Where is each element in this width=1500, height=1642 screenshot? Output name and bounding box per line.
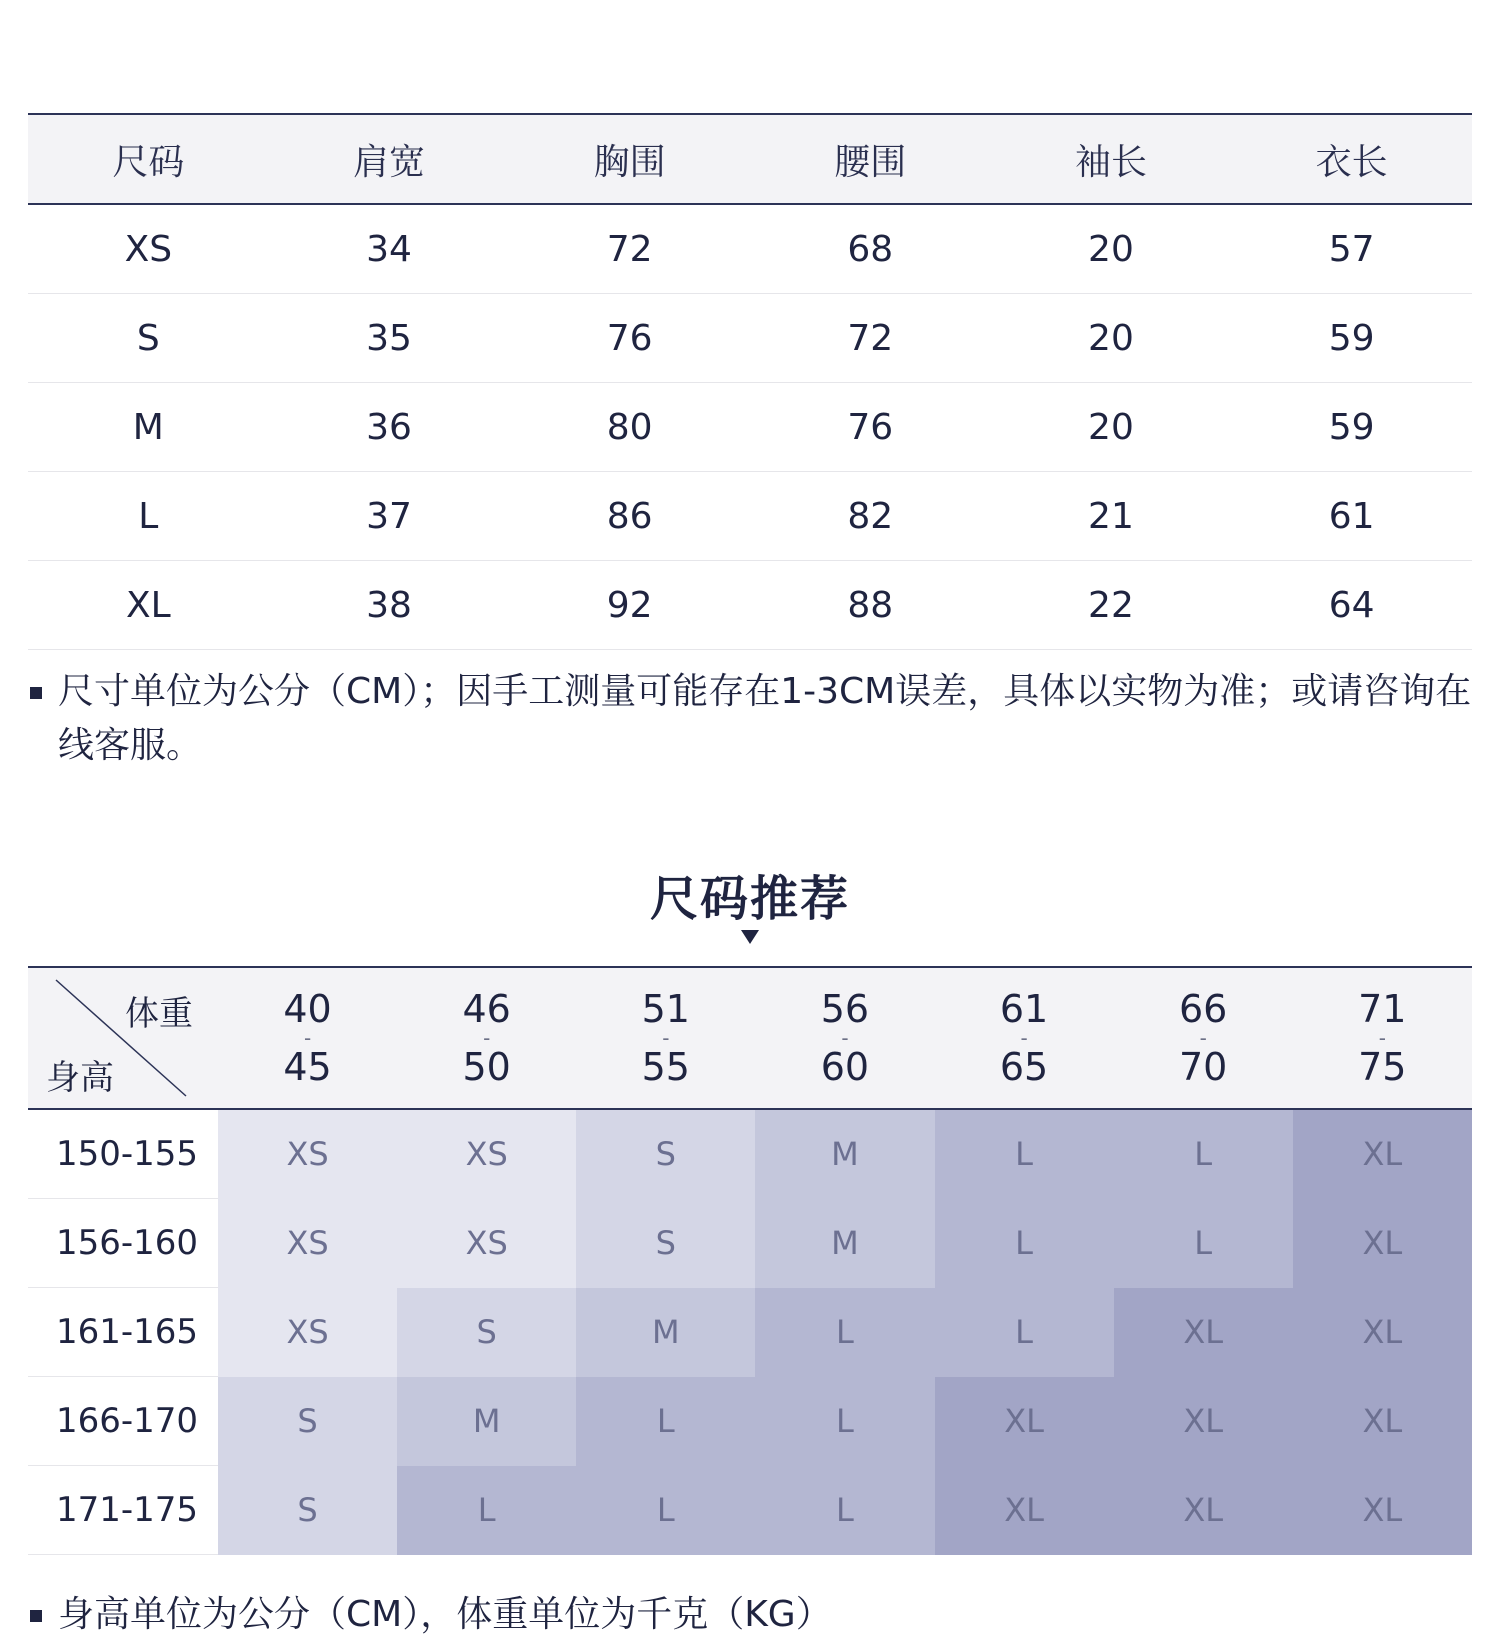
weight-range-header <box>397 968 576 1108</box>
weight-range-sep: - <box>1020 1026 1028 1050</box>
header-length: 衣长 <box>1315 141 1388 183</box>
weight-range-sep: - <box>662 1026 670 1050</box>
size-cell: L <box>935 1199 1114 1289</box>
weight-range-from: 71 <box>1358 987 1407 1031</box>
height-range-cell: 166-170 <box>28 1377 218 1466</box>
weight-range-sep: - <box>1378 1026 1386 1050</box>
size-cell: XL <box>1293 1110 1472 1200</box>
size-table <box>28 113 1472 650</box>
size-cell: XL <box>1293 1377 1472 1467</box>
table-cell: 57 <box>1328 228 1375 270</box>
table-cell: 86 <box>606 495 653 537</box>
table-row <box>28 205 1472 294</box>
weight-range-from: 51 <box>641 987 690 1031</box>
weight-range-to: 55 <box>641 1045 690 1089</box>
unit-note-text: 身高单位为公分（CM），体重单位为千克（KG） <box>58 1594 832 1635</box>
header-chest: 胸围 <box>593 141 666 183</box>
height-range-cell: 150-155 <box>28 1110 218 1199</box>
table-cell: 76 <box>847 406 894 448</box>
size-cell: XS <box>397 1110 576 1200</box>
size-cell: S <box>397 1288 576 1378</box>
table-row <box>28 383 1472 472</box>
recommendation-header <box>28 966 1472 1110</box>
table-row <box>28 561 1472 650</box>
size-cell: M <box>576 1288 755 1378</box>
size-cell: XL <box>1114 1466 1293 1556</box>
size-cell: XL <box>1114 1377 1293 1467</box>
unit-note <box>28 1588 1472 1642</box>
recommendation-table <box>28 966 1472 1555</box>
table-cell: 35 <box>366 317 412 359</box>
table-cell: 38 <box>366 584 412 626</box>
table-cell: 64 <box>1328 584 1375 626</box>
size-note-text: 尺寸单位为公分（CM）；因手工测量可能存在1-3CM误差，具体以实物为准；或请咨询在线客服。 <box>58 671 1472 766</box>
size-cell: S <box>218 1377 397 1467</box>
size-cell: L <box>935 1110 1114 1200</box>
header-sleeve: 袖长 <box>1074 141 1147 183</box>
weight-range-from: 61 <box>999 987 1049 1031</box>
size-cell: XS <box>218 1199 397 1289</box>
corner-cell <box>28 968 218 1108</box>
table-cell: 37 <box>366 495 412 537</box>
size-cell: S <box>576 1199 755 1289</box>
size-cell: XL <box>1293 1466 1472 1556</box>
size-note <box>28 665 1472 773</box>
table-cell: XL <box>125 584 171 626</box>
height-range-cell: 156-160 <box>28 1199 218 1288</box>
size-cell: L <box>1114 1110 1293 1200</box>
table-row <box>28 1288 1472 1377</box>
table-cell: 20 <box>1088 406 1134 448</box>
weight-ranges <box>218 968 1472 1108</box>
table-cell: M <box>132 406 164 448</box>
table-row <box>28 1377 1472 1466</box>
weight-range-from: 56 <box>820 987 870 1031</box>
size-cell: XS <box>218 1110 397 1200</box>
weight-range-to: 65 <box>999 1045 1049 1089</box>
table-cell: 80 <box>606 406 653 448</box>
weight-range-header <box>1293 968 1472 1108</box>
weight-range-header <box>576 968 755 1108</box>
weight-range-header <box>1114 968 1293 1108</box>
table-cell: S <box>136 317 160 359</box>
table-cell: 92 <box>606 584 653 626</box>
size-cell: L <box>576 1377 755 1467</box>
table-cell: 20 <box>1088 228 1134 270</box>
weight-range-sep: - <box>841 1026 849 1050</box>
weight-range-header <box>218 968 397 1108</box>
size-cell: S <box>576 1110 755 1200</box>
weight-range-to: 75 <box>1358 1045 1407 1089</box>
table-cell: 72 <box>847 317 894 359</box>
weight-range-sep: - <box>483 1026 491 1050</box>
table-cell: 72 <box>606 228 653 270</box>
weight-range-to: 50 <box>462 1045 511 1089</box>
table-cell: XS <box>124 228 173 270</box>
table-cell: 34 <box>366 228 412 270</box>
height-range-cell: 171-175 <box>28 1466 218 1555</box>
table-row <box>28 294 1472 383</box>
weight-range-to: 45 <box>283 1045 332 1089</box>
table-row <box>28 1466 1472 1555</box>
size-cell: XL <box>1293 1288 1472 1378</box>
weight-range-to: 70 <box>1179 1045 1228 1089</box>
weight-range-from: 46 <box>462 987 511 1031</box>
height-range-cell: 161-165 <box>28 1288 218 1377</box>
size-cell: XS <box>397 1199 576 1289</box>
size-cell: M <box>755 1110 934 1200</box>
table-cell: 76 <box>606 317 653 359</box>
bullet-icon <box>30 687 42 699</box>
size-cell: S <box>218 1466 397 1556</box>
table-cell: L <box>138 495 159 537</box>
table-cell: 68 <box>847 228 894 270</box>
table-row <box>28 1110 1472 1199</box>
header-size: 尺码 <box>112 141 185 183</box>
header-shoulder: 肩宽 <box>352 141 425 183</box>
size-cell: M <box>755 1199 934 1289</box>
table-row <box>28 472 1472 561</box>
bullet-icon <box>30 1610 42 1622</box>
weight-label: 体重 <box>125 994 193 1034</box>
triangle-down-icon <box>741 930 759 944</box>
size-cell: XS <box>218 1288 397 1378</box>
size-cell: L <box>935 1288 1114 1378</box>
table-cell: 59 <box>1328 406 1375 448</box>
size-cell: L <box>755 1377 934 1467</box>
weight-range-from: 66 <box>1179 987 1228 1031</box>
weight-range-from: 40 <box>283 987 332 1031</box>
size-cell: XL <box>935 1466 1114 1556</box>
table-cell: 21 <box>1088 495 1134 537</box>
table-cell: 22 <box>1088 584 1134 626</box>
size-cell: L <box>1114 1199 1293 1289</box>
recommendation-title: 尺码推荐 <box>649 871 850 927</box>
header-waist: 腰围 <box>834 141 907 183</box>
table-cell: 20 <box>1088 317 1134 359</box>
size-cell: L <box>576 1466 755 1556</box>
weight-range-to: 60 <box>820 1045 870 1089</box>
size-cell: L <box>755 1466 934 1556</box>
size-cell: XL <box>1114 1288 1293 1378</box>
table-cell: 61 <box>1328 495 1375 537</box>
weight-range-header <box>755 968 934 1108</box>
size-table-body <box>28 205 1472 650</box>
size-cell: XL <box>1293 1199 1472 1289</box>
table-cell: 59 <box>1328 317 1375 359</box>
height-label: 身高 <box>46 1058 114 1098</box>
size-table-header <box>28 113 1472 205</box>
size-cell: M <box>397 1377 576 1467</box>
size-cell: L <box>755 1288 934 1378</box>
table-cell: 88 <box>847 584 894 626</box>
weight-range-header <box>935 968 1114 1108</box>
table-cell: 36 <box>366 406 412 448</box>
size-cell: L <box>397 1466 576 1556</box>
size-cell: XL <box>935 1377 1114 1467</box>
weight-range-sep: - <box>1199 1026 1207 1050</box>
table-row <box>28 1199 1472 1288</box>
recommendation-body <box>28 1110 1472 1555</box>
table-cell: 82 <box>847 495 894 537</box>
weight-range-sep: - <box>303 1026 312 1050</box>
